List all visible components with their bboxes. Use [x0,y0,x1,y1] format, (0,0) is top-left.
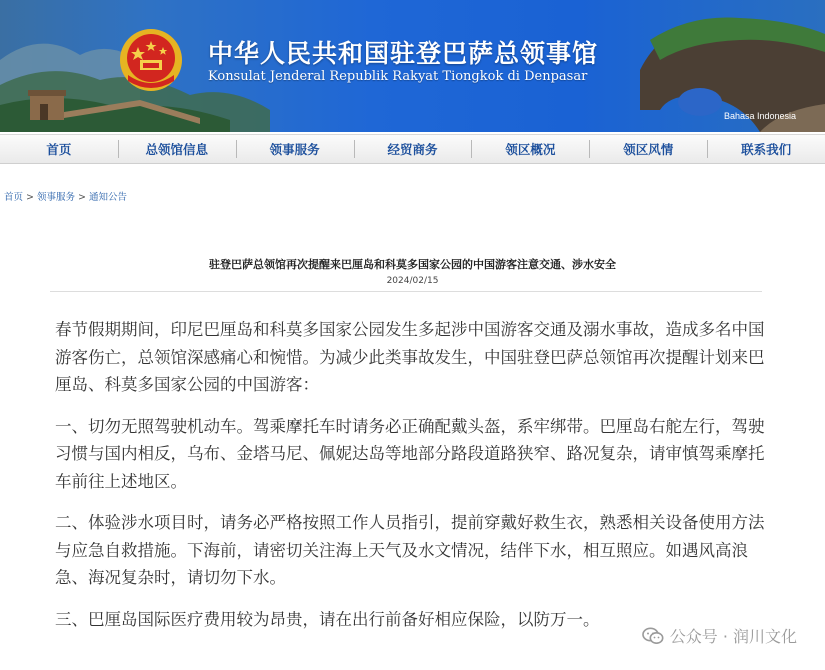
article-paragraph [55,316,767,399]
site-banner [0,0,825,132]
site-title: 中华人民共和国驻登巴萨总领事馆 [208,39,599,68]
national-emblem-icon [118,27,184,93]
article-paragraph [55,509,767,592]
paragraph-text: 一、切勿无照驾驶机动车。驾乘摩托车时请务必正确配戴头盔，系牢绑带。巴厘岛右舵左行，驾驶习惯与国内相反，乌布、金塔马尼、佩妮达岛等地部分路段道路狭窄、路况复杂，请审慎驾乘摩托车前往上述地区。 [55,416,765,491]
breadcrumb [4,189,127,203]
wechat-watermark [642,624,797,647]
article-title: 驻登巴萨总领馆再次提醒来巴厘岛和科莫多国家公园的中国游客注意交通、涉水安全 [209,258,616,271]
nav-item-district-culture[interactable]: 领区风情 [589,135,707,163]
breadcrumb-separator: > [78,192,86,203]
nav-item-consular-services[interactable]: 领事服务 [236,135,354,163]
breadcrumb-notices[interactable]: 通知公告 [88,192,127,203]
paragraph-text: 三、巴厘岛国际医疗费用较为昂贵，请在出行前备好相应保险，以防万一。 [55,609,600,629]
main-nav [0,134,825,164]
watermark-text: 公众号 · 润川文化 [669,627,797,646]
nav-item-district-overview[interactable]: 领区概况 [471,135,589,163]
nav-item-consulate-info[interactable]: 总领馆信息 [118,135,236,163]
paragraph-text: 春节假期期间，印尼巴厘岛和科莫多国家公园发生多起涉中国游客交通及溺水事故，造成多名中国游客伤亡，总领馆深感痛心和惋惜。为减少此类事故发生，中国驻登巴萨总领馆再次提醒计划来巴厘岛、科莫多国家公园的中国游客： [55,320,765,394]
article-body [55,316,767,647]
breadcrumb-separator: > [26,192,34,203]
nav-item-economy-trade[interactable]: 经贸商务 [354,135,472,163]
breadcrumb-consular-services[interactable]: 领事服务 [36,192,75,203]
article-paragraph [55,413,767,496]
title-divider [50,291,762,292]
language-switch-link[interactable]: Bahasa Indonesia [724,111,797,121]
nav-item-home[interactable]: 首页 [46,142,72,157]
article-date: 2024/02/15 [386,276,439,286]
breadcrumb-home[interactable]: 首页 [4,192,24,203]
paragraph-text: 二、体验涉水项目时，请务必严格按照工作人员指引，提前穿戴好救生衣，熟悉相关设备使用方法与应急自救措施。下海前，请密切关注海上天气及水文情况，结伴下水，相互照应。如遇风高浪急、海况复杂时，请切勿下水。 [55,513,765,587]
nav-item-contact-us[interactable]: 联系我们 [707,135,825,163]
site-subtitle: Konsulat Jenderal Republik Rakyat Tiongkok di Denpasar [208,69,588,84]
wechat-icon [642,627,664,645]
